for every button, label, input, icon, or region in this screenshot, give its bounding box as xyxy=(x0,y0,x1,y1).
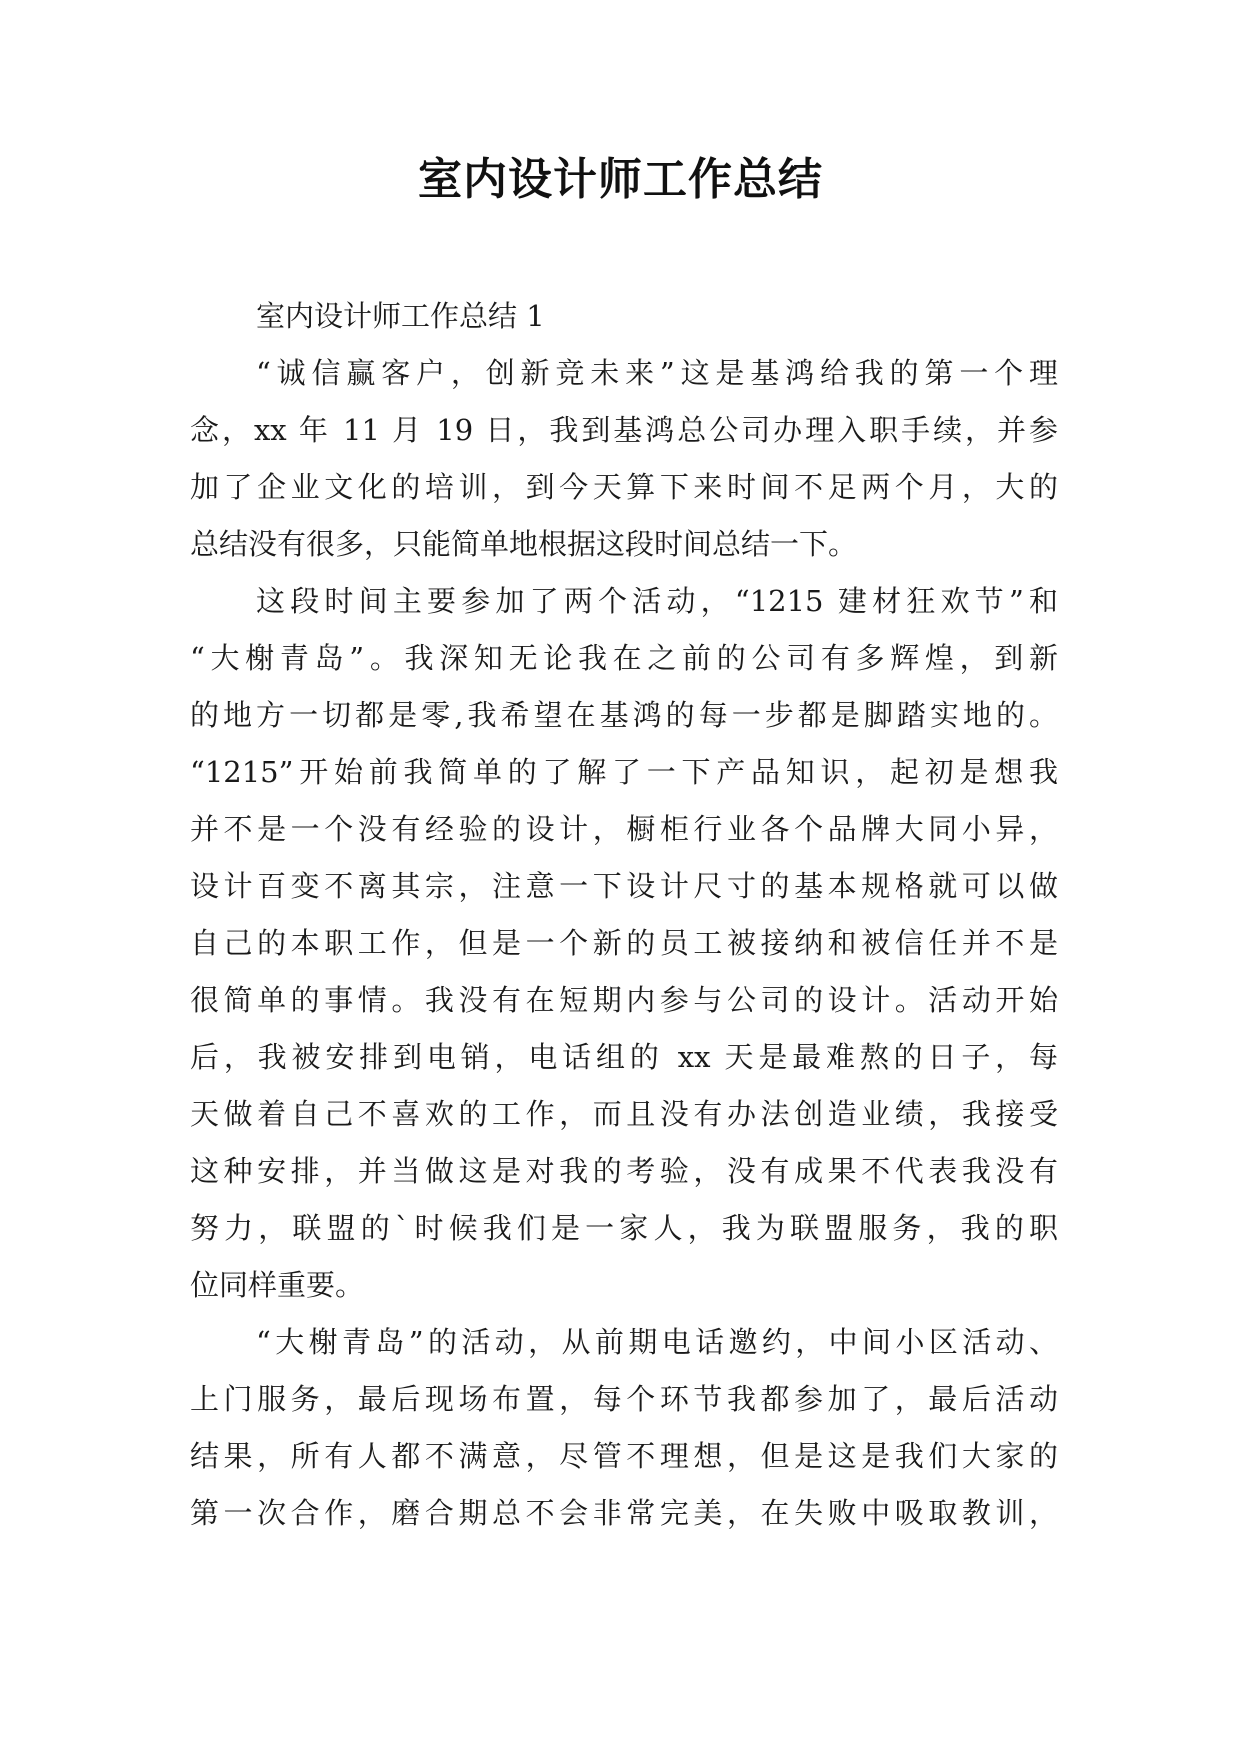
body-line: 自己的本职工作，但是一个新的员工被接纳和被信任并不是 xyxy=(190,926,1058,960)
body-line: 后，我被安排到电销，电话组的 xx 天是最难熬的日子，每 xyxy=(190,1040,1058,1074)
body-line: 天做着自己不喜欢的工作，而且没有办法创造业绩，我接受 xyxy=(190,1097,1058,1131)
body-line: “大榭青岛”的活动，从前期电话邀约，中间小区活动、 xyxy=(256,1325,1058,1359)
body-line: 这种安排，并当做这是对我的考验，没有成果不代表我没有 xyxy=(190,1154,1058,1188)
body-line: 的地方一切都是零,我希望在基鸿的每一步都是脚踏实地的。 xyxy=(190,698,1058,732)
body-line: 室内设计师工作总结 1 xyxy=(256,299,545,333)
body-line: 加了企业文化的培训，到今天算下来时间不足两个月，大的 xyxy=(190,470,1058,504)
body-line: 上门服务，最后现场布置，每个环节我都参加了，最后活动 xyxy=(190,1382,1058,1416)
body-line: 设计百变不离其宗，注意一下设计尺寸的基本规格就可以做 xyxy=(190,869,1058,903)
body-line: 这段时间主要参加了两个活动，“1215 建材狂欢节”和 xyxy=(256,584,1058,618)
body-line: 第一次合作，磨合期总不会非常完美，在失败中吸取教训， xyxy=(190,1496,1058,1530)
body-line: “1215”开始前我简单的了解了一下产品知识，起初是想我 xyxy=(190,755,1058,789)
body-line: 努力，联盟的`时候我们是一家人，我为联盟服务，我的职 xyxy=(190,1211,1058,1245)
body-line: 并不是一个没有经验的设计，橱柜行业各个品牌大同小异， xyxy=(190,812,1058,846)
body-line: 念，xx 年 11 月 19 日，我到基鸿总公司办理入职手续，并参 xyxy=(190,413,1058,447)
document-title: 室内设计师工作总结 xyxy=(418,154,823,205)
body-line: 总结没有很多，只能简单地根据这段时间总结一下。 xyxy=(190,527,858,561)
body-line: “大榭青岛”。我深知无论我在之前的公司有多辉煌，到新 xyxy=(190,641,1058,675)
body-line: “诚信赢客户，创新竞未来”这是基鸿给我的第一个理 xyxy=(256,356,1058,390)
body-line: 很简单的事情。我没有在短期内参与公司的设计。活动开始 xyxy=(190,983,1058,1017)
document-body xyxy=(190,288,1058,1542)
body-line: 结果，所有人都不满意，尽管不理想，但是这是我们大家的 xyxy=(190,1439,1058,1473)
body-line: 位同样重要。 xyxy=(190,1268,365,1302)
